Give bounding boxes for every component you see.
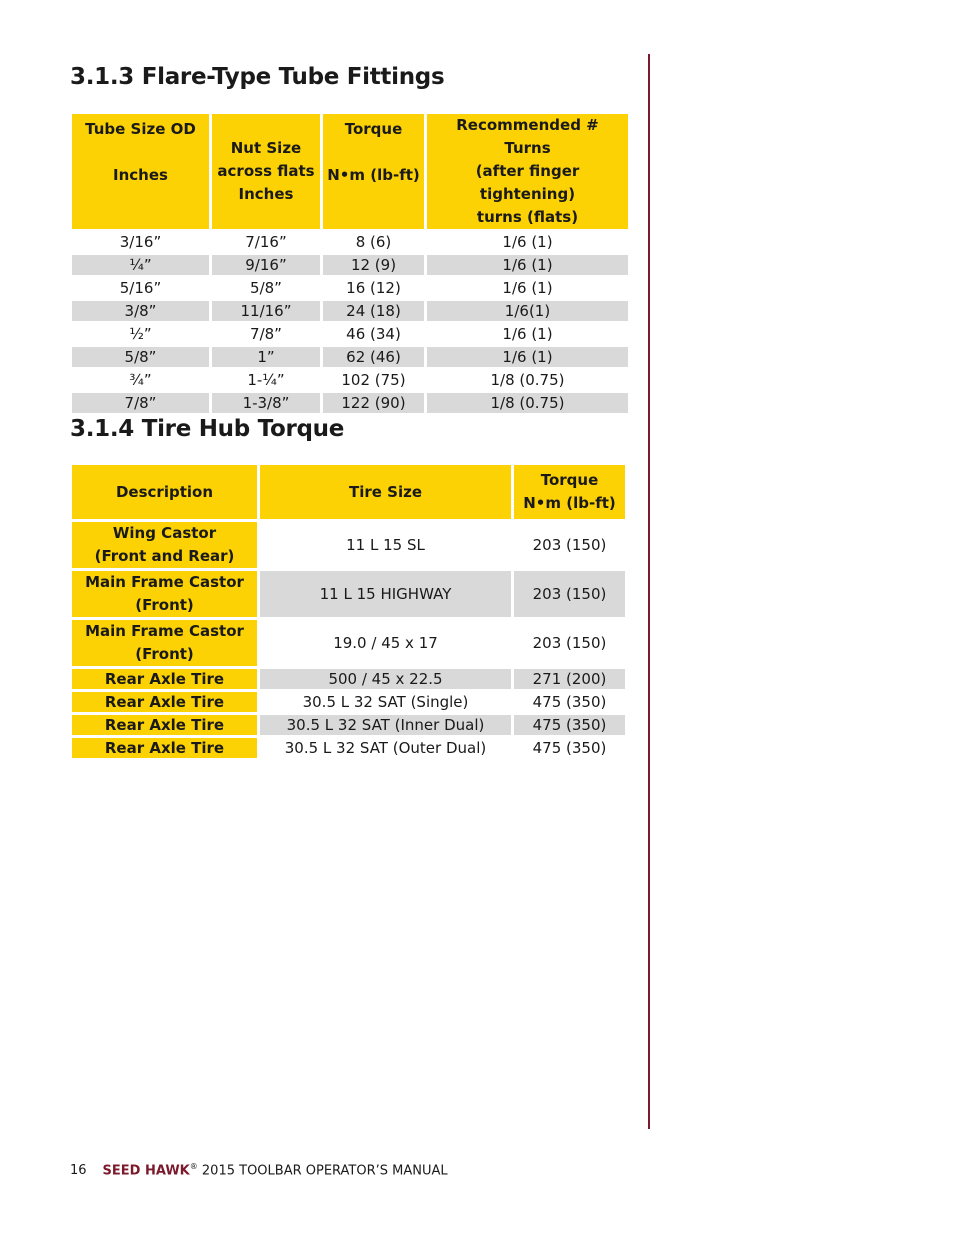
cell-nut-size: 11/16” — [212, 301, 320, 324]
cell-nut-size: 1-3/8” — [212, 393, 320, 416]
description-line: (Front and Rear) — [94, 547, 235, 565]
table-header-row — [72, 465, 625, 522]
page-footer — [70, 1162, 448, 1178]
cell-tire-size: 30.5 L 32 SAT (Outer Dual) — [260, 738, 511, 761]
cell-torque: 203 (150) — [514, 571, 625, 620]
description-line: Rear Axle Tire — [104, 716, 225, 734]
cell-torque: 475 (350) — [514, 715, 625, 738]
description-line: Rear Axle Tire — [104, 739, 225, 757]
header-line: Recommended # Turns — [456, 116, 599, 157]
cell-torque: 8 (6) — [323, 232, 424, 255]
cell-description — [72, 620, 257, 669]
registered-mark: ® — [189, 1162, 198, 1171]
header-nut-size — [212, 114, 320, 232]
table-header-row — [72, 114, 628, 232]
header-torque — [514, 465, 625, 522]
cell-tube-size: 3/16” — [72, 232, 209, 255]
header-line: Inches — [113, 166, 168, 184]
table-row — [72, 692, 625, 715]
table-row — [72, 278, 628, 301]
table-row — [72, 255, 628, 278]
table-row — [72, 669, 625, 692]
cell-tube-size: 3/8” — [72, 301, 209, 324]
header-line: turns (flats) — [476, 208, 579, 226]
cell-nut-size: 1-¼” — [212, 370, 320, 393]
cell-nut-size: 7/16” — [212, 232, 320, 255]
cell-tube-size: 5/16” — [72, 278, 209, 301]
cell-turns: 1/6 (1) — [427, 255, 628, 278]
header-line: N•m (lb-ft) — [523, 494, 616, 512]
cell-description — [72, 669, 257, 692]
header-line: Torque — [344, 120, 403, 138]
cell-turns: 1/6 (1) — [427, 232, 628, 255]
cell-tube-size: ¾” — [72, 370, 209, 393]
manual-title: 2015 TOOLBAR OPERATOR’S MANUAL — [201, 1163, 448, 1179]
cell-description — [72, 738, 257, 761]
cell-tire-size: 30.5 L 32 SAT (Single) — [260, 692, 511, 715]
table-row — [72, 715, 625, 738]
margin-rule — [648, 54, 650, 1129]
cell-torque: 102 (75) — [323, 370, 424, 393]
flare-fittings-table — [69, 114, 631, 416]
cell-tube-size: 7/8” — [72, 393, 209, 416]
cell-turns: 1/8 (0.75) — [427, 393, 628, 416]
tire-hub-torque-table — [69, 465, 628, 761]
table-row — [72, 571, 625, 620]
description-line: Rear Axle Tire — [104, 693, 225, 711]
header-line: Nut Size — [230, 139, 302, 157]
description-line: Main Frame Castor — [85, 622, 244, 640]
table-row — [72, 232, 628, 255]
table-row — [72, 393, 628, 416]
section-title-flare-fittings: 3.1.3 Flare-Type Tube Fittings — [70, 64, 445, 90]
header-line: (after finger tightening) — [475, 162, 580, 203]
table-row — [72, 301, 628, 324]
header-line: Tube Size OD — [85, 120, 196, 138]
header-line: across flats — [217, 162, 315, 180]
cell-torque: 46 (34) — [323, 324, 424, 347]
header-line: Tire Size — [348, 482, 422, 501]
table-row — [72, 620, 625, 669]
cell-nut-size: 1” — [212, 347, 320, 370]
cell-nut-size: 9/16” — [212, 255, 320, 278]
cell-torque: 475 (350) — [514, 738, 625, 761]
header-line: N•m (lb-ft) — [327, 166, 420, 184]
table-row — [72, 347, 628, 370]
header-tire-size — [260, 465, 511, 522]
description-line: Main Frame Castor — [85, 573, 244, 591]
cell-tire-size: 500 / 45 x 22.5 — [260, 669, 511, 692]
page-number: 16 — [70, 1163, 87, 1179]
cell-torque: 16 (12) — [323, 278, 424, 301]
cell-torque: 203 (150) — [514, 522, 625, 571]
table-row — [72, 738, 625, 761]
cell-turns: 1/6(1) — [427, 301, 628, 324]
cell-turns: 1/6 (1) — [427, 347, 628, 370]
cell-torque: 122 (90) — [323, 393, 424, 416]
description-line: (Front) — [135, 596, 194, 614]
cell-tire-size: 19.0 / 45 x 17 — [260, 620, 511, 669]
header-description — [72, 465, 257, 522]
cell-turns: 1/6 (1) — [427, 324, 628, 347]
cell-tube-size: 5/8” — [72, 347, 209, 370]
cell-torque: 12 (9) — [323, 255, 424, 278]
header-recommended-turns — [427, 114, 628, 232]
description-line: Wing Castor — [112, 524, 217, 542]
header-tube-size — [72, 114, 209, 232]
brand-name: SEED HAWK — [102, 1163, 190, 1179]
cell-turns: 1/8 (0.75) — [427, 370, 628, 393]
cell-description — [72, 522, 257, 571]
header-line: Description — [115, 482, 214, 501]
table-row — [72, 522, 625, 571]
cell-tube-size: ½” — [72, 324, 209, 347]
cell-tire-size: 11 L 15 HIGHWAY — [260, 571, 511, 620]
header-line: Inches — [238, 185, 294, 203]
cell-tube-size: ¼” — [72, 255, 209, 278]
cell-nut-size: 7/8” — [212, 324, 320, 347]
cell-description — [72, 692, 257, 715]
cell-torque: 203 (150) — [514, 620, 625, 669]
cell-torque: 475 (350) — [514, 692, 625, 715]
cell-description — [72, 715, 257, 738]
section-title-tire-hub-torque: 3.1.4 Tire Hub Torque — [70, 416, 345, 442]
cell-tire-size: 30.5 L 32 SAT (Inner Dual) — [260, 715, 511, 738]
header-line: Torque — [540, 471, 599, 489]
table-row — [72, 324, 628, 347]
table-row — [72, 370, 628, 393]
cell-tire-size: 11 L 15 SL — [260, 522, 511, 571]
description-line: Rear Axle Tire — [104, 670, 225, 688]
cell-turns: 1/6 (1) — [427, 278, 628, 301]
cell-nut-size: 5/8” — [212, 278, 320, 301]
cell-torque: 62 (46) — [323, 347, 424, 370]
header-torque — [323, 114, 424, 232]
cell-description — [72, 571, 257, 620]
cell-torque: 271 (200) — [514, 669, 625, 692]
description-line: (Front) — [135, 645, 194, 663]
cell-torque: 24 (18) — [323, 301, 424, 324]
